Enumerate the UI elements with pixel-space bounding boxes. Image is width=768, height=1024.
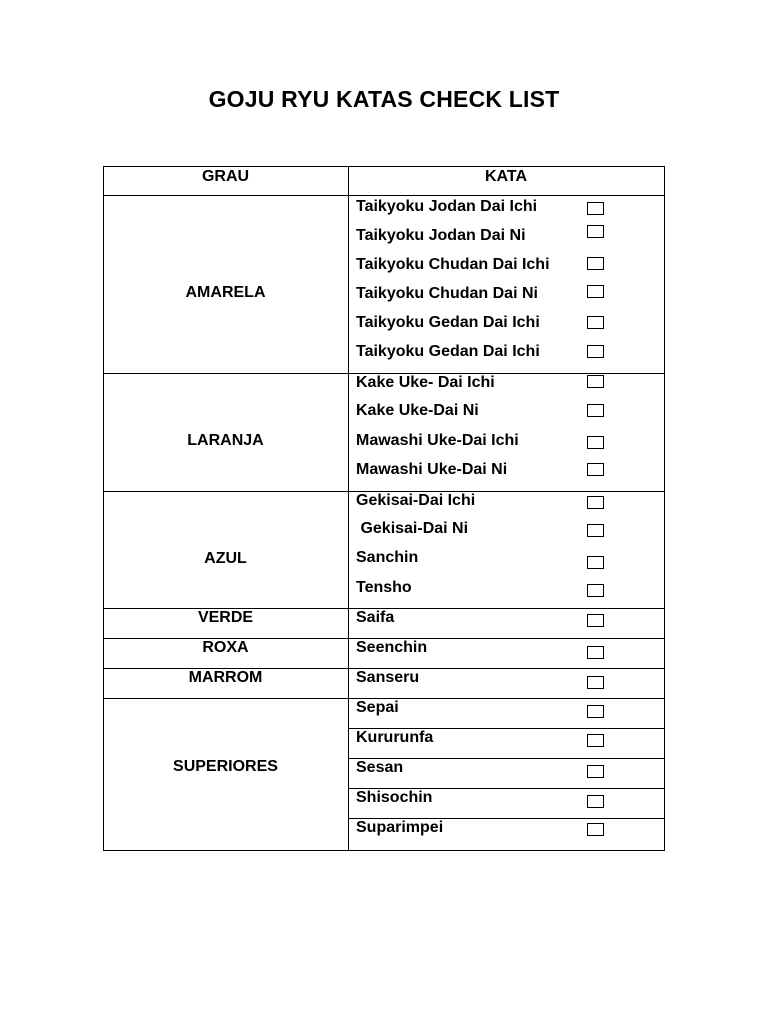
column-divider [348,167,349,850]
kata-checkbox[interactable] [587,285,604,298]
kata-item: Taikyoku Jodan Dai Ichi [356,198,538,215]
page-title: GOJU RYU KATAS CHECK LIST [208,86,560,112]
header-divider [103,195,665,196]
kata-item: Sepai [356,699,399,716]
grau-label-amarela: AMARELA [185,284,266,301]
kata-item: Seenchin [356,639,428,656]
kata-item: Taikyoku Chudan Dai Ni [356,285,538,302]
kata-item: Taikyoku Gedan Dai Ichi [356,343,540,360]
kata-item: Kururunfa [356,729,434,746]
kata-checkbox[interactable] [587,202,604,215]
kata-item: Shisochin [356,789,433,806]
kata-item: Mawashi Uke-Dai Ni [356,461,508,478]
grau-label-azul: AZUL [204,550,247,567]
kata-checklist-table [103,166,665,851]
kata-item: Saifa [356,609,395,626]
kata-item: Gekisai-Dai Ni [356,520,469,537]
kata-item: Suparimpei [356,819,444,836]
grau-label-laranja: LARANJA [187,432,264,449]
kata-item: Sanchin [356,549,419,566]
kata-checkbox[interactable] [587,496,604,509]
kata-item: Sanseru [356,669,420,686]
header-grau: GRAU [201,168,250,185]
kata-checkbox[interactable] [587,225,604,238]
kata-item: Kake Uke- Dai Ichi [356,374,495,391]
grau-label-superiores: SUPERIORES [173,758,278,775]
kata-checkbox[interactable] [587,257,604,270]
kata-item: Tensho [356,579,412,596]
kata-checkbox[interactable] [587,345,604,358]
kata-item: Mawashi Uke-Dai Ichi [356,432,519,449]
kata-checkbox[interactable] [587,795,604,808]
kata-checkbox[interactable] [587,524,604,537]
kata-checkbox[interactable] [587,404,604,417]
kata-item: Kake Uke-Dai Ni [356,402,479,419]
header-kata: KATA [484,168,528,185]
kata-checkbox[interactable] [587,676,604,689]
kata-checkbox[interactable] [587,584,604,597]
kata-checkbox[interactable] [587,316,604,329]
kata-checkbox[interactable] [587,734,604,747]
kata-checkbox[interactable] [587,646,604,659]
table-border-right [664,167,665,850]
kata-item: Sesan [356,759,404,776]
table-border-left [103,167,104,850]
kata-item: Taikyoku Gedan Dai Ichi [356,314,540,331]
kata-item: Taikyoku Chudan Dai Ichi [356,256,550,273]
kata-checkbox[interactable] [587,556,604,569]
kata-checkbox[interactable] [587,436,604,449]
grau-label-verde: VERDE [197,609,254,626]
kata-item: Taikyoku Jodan Dai Ni [356,227,526,244]
kata-checkbox[interactable] [587,765,604,778]
grau-label-marrom: MARROM [188,669,263,686]
grau-label-roxa: ROXA [202,639,249,656]
kata-item: Gekisai-Dai Ichi [356,492,476,509]
kata-checkbox[interactable] [587,823,604,836]
kata-checkbox[interactable] [587,705,604,718]
kata-checkbox[interactable] [587,463,604,476]
kata-checkbox[interactable] [587,614,604,627]
kata-checkbox[interactable] [587,375,604,388]
